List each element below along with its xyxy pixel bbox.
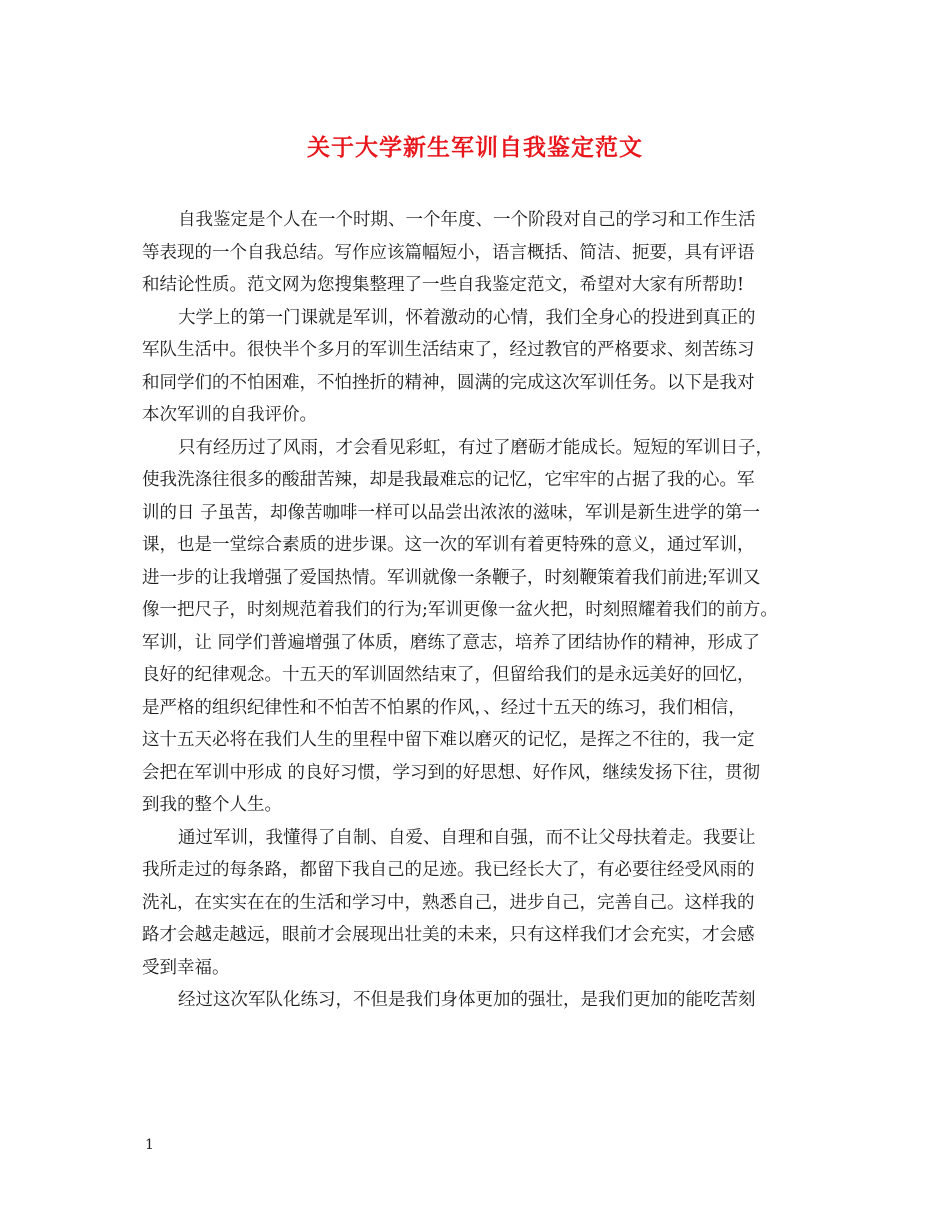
paragraph-line: 是严格的组织纪律性和不怕苦不怕累的作风，、经过十五天的练习，我们相信， [142, 697, 746, 718]
paragraph-line: 受到幸福。 [142, 957, 230, 978]
document-title: 关于大学新生军训自我鉴定范文 [307, 134, 643, 161]
paragraph-first-line: 只有经历过了风雨，才会看见彩虹，有过了磨砺才能成长。短短的军训日子， [178, 437, 773, 458]
paragraph-first-line: 通过军训，我懂得了自制、自爱、自理和自强，而不让父母扶着走。我要让 [178, 827, 756, 848]
paragraph-line: 等表现的一个自我总结。写作应该篇幅短小，语言概括、简洁、扼要，具有评语 [142, 242, 755, 263]
paragraph-first-line: 自我鉴定是个人在一个时期、一个年度、一个阶段对自己的学习和工作生活 [178, 210, 756, 230]
paragraph-line: 和结论性质。范文网为您搜集整理了一些自我鉴定范文，希望对大家有所帮助! [142, 275, 745, 295]
document-body [142, 204, 812, 1017]
paragraph-line: 良好的纪律观念。十五天的军训固然结束了，但留给我们的是永远美好的回忆， [142, 665, 755, 685]
paragraph-line: 路才会越走越远，眼前才会展现出壮美的未来，只有这样我们才会充实，才会感 [142, 925, 755, 945]
paragraph-line: 会把在军训中形成 的良好习惯，学习到的好思想、好作风，继续发扬下往，贯彻 [142, 762, 761, 783]
page-number: 1 [145, 1137, 154, 1153]
paragraph-line: 和同学们的不怕困难，不怕挫折的精神，圆满的完成这次军训任务。以下是我对 [142, 372, 755, 393]
paragraph-first-line: 大学上的第一门课就是军训，怀着激动的心情，我们全身心的投进到真正的 [178, 307, 756, 328]
paragraph-first-line: 经过这次军队化练习，不但是我们身体更加的强壮，是我们更加的能吃苦刻 [178, 990, 756, 1010]
paragraph-line: 本次军训的自我评价。 [142, 405, 317, 425]
paragraph-line: 课，也是一堂综合素质的进步课。这一次的军训有着更特殊的意义，通过军训， [142, 535, 755, 555]
paragraph-line: 训的日 子虽苦，却像苦咖啡一样可以品尝出浓浓的滋味，军训是新生进学的第一 [142, 502, 761, 523]
paragraph-line: 我所走过的每条路，都留下我自己的足迹。我已经长大了，有必要往经受风雨的 [142, 860, 755, 880]
paragraph-line: 军训，让 同学们普遍增强了体质，磨练了意志，培养了团结协作的精神，形成了 [142, 632, 761, 653]
paragraph-line: 这十五天必将在我们人生的里程中留下难以磨灭的记忆，是挥之不往的，我一定 [142, 730, 755, 750]
paragraph-line: 到我的整个人生。 [142, 795, 282, 815]
paragraph-line: 使我洗涤往很多的酸甜苦辣，却是我最难忘的记忆，它牢牢的占据了我的心。军 [142, 470, 755, 490]
paragraph-line: 进一步的让我增强了爱国热情。军训就像一条鞭子，时刻鞭策着我们前进;军训又 [142, 567, 761, 588]
paragraph-line: 像一把尺子，时刻规范着我们的行为;军训更像一盆火把，时刻照耀着我们的前方。 [142, 600, 778, 620]
paragraph-line: 军队生活中。很快半个多月的军训生活结束了，经过教官的严格要求、刻苦练习 [142, 340, 755, 360]
paragraph-line: 洗礼，在实实在在的生活和学习中，熟悉自己，进步自己，完善自己。这样我的 [142, 892, 755, 913]
